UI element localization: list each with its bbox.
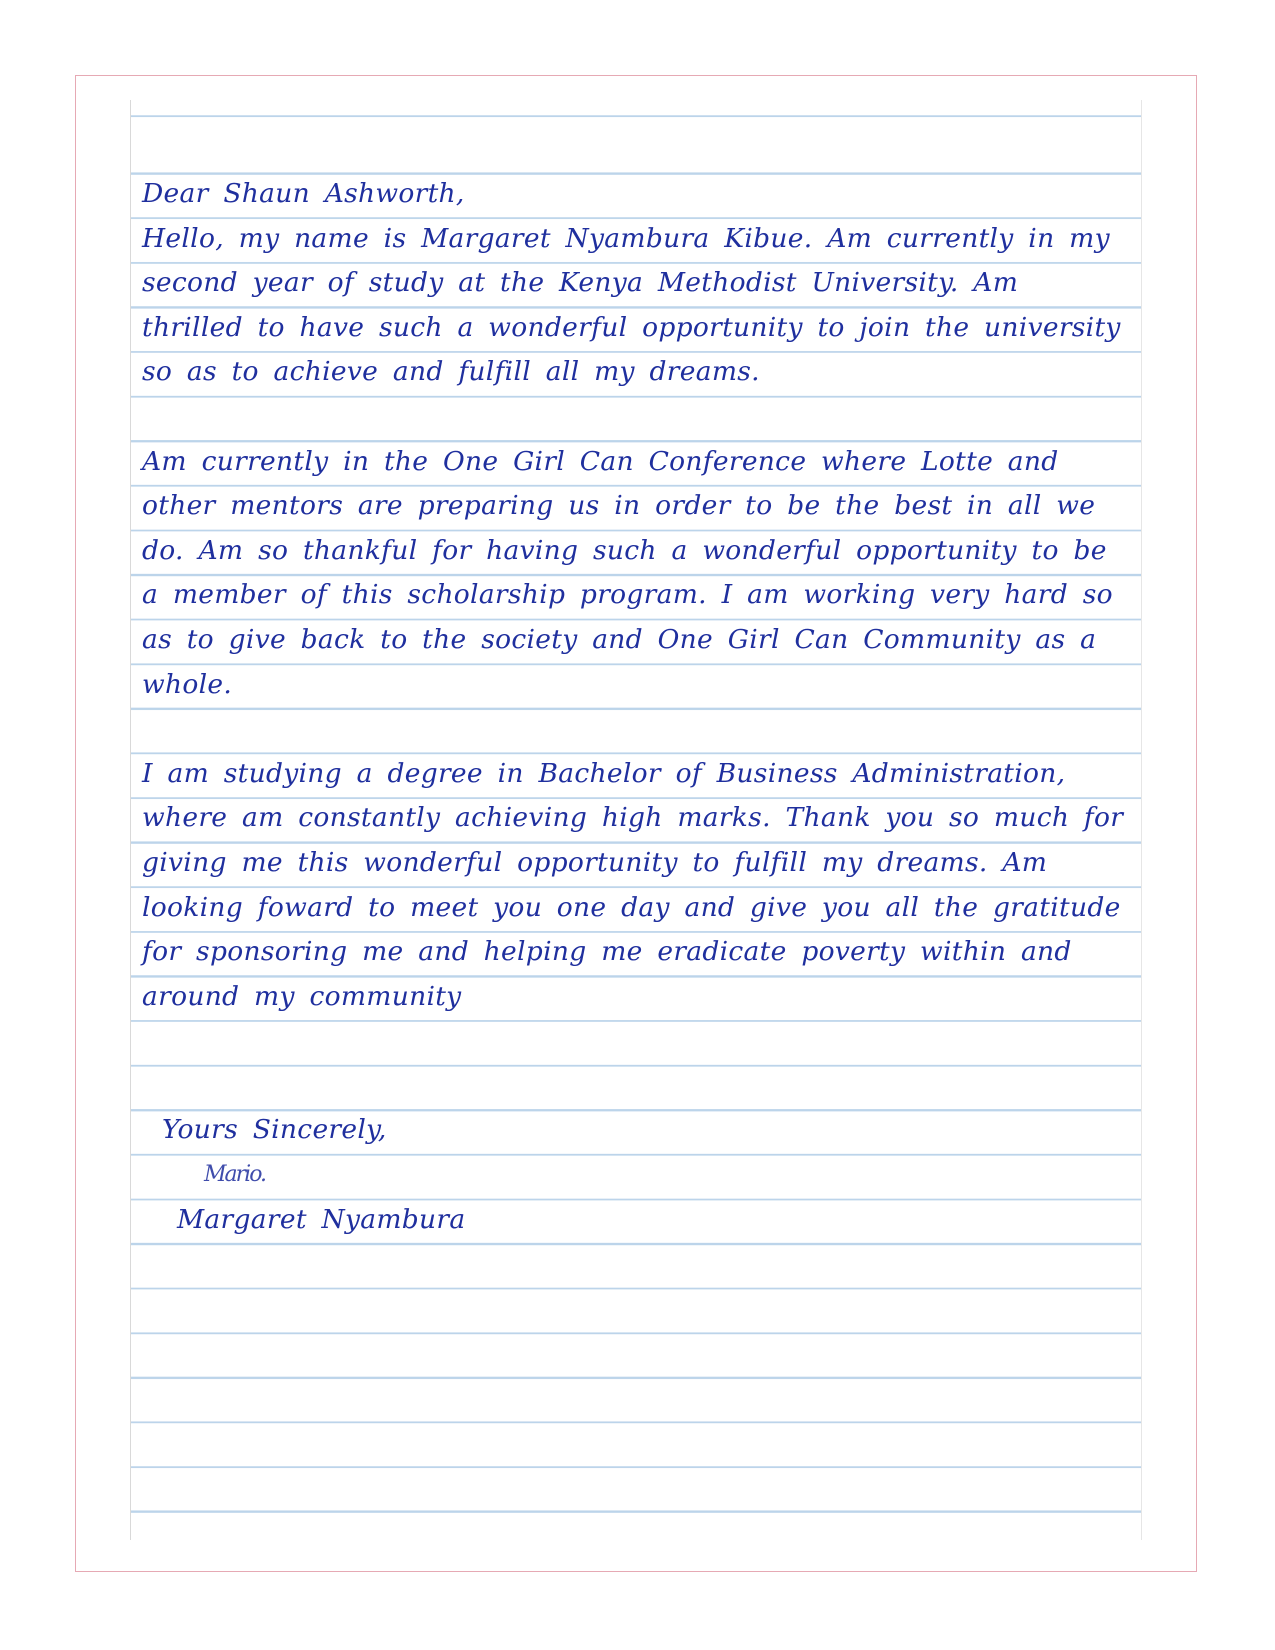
paragraph-gap [142,707,1132,752]
letter-paragraph-1: Hello, my name is Margaret Nyambura Kibue. Am currently in my second year of study at the Kenya Methodist University. Am thrilled to have such a wonderful opportunity to join the university so as to achieve and fulfill all my dreams. [142,222,1121,388]
letter-closing: Yours Sincerely, [162,1114,387,1146]
signature-name: Margaret Nyambura [177,1203,466,1235]
paragraph-gap [142,1064,1132,1109]
paper-edge-left [130,100,131,1540]
paragraph-gap [142,395,1132,440]
signature-mark: Mario. [204,1162,266,1188]
letter-paragraph-2: Am currently in the One Girl Can Conference where Lotte and other mentors are preparing us in order to be the best in all we do. Am so thankful for having such a wonderful opportunity to be a member of this scholarship program. I am working very hard so as to give back to the society and One Girl Can Community as a whole. [142,445,1113,700]
letter-salutation: Dear Shaun Ashworth, [142,178,465,209]
handwritten-letter [142,172,1132,1242]
paragraph-gap [142,1019,1132,1064]
letter-paragraph-3: I am studying a degree in Bachelor of Business Administration, where am constantly achieving high marks. Thank you so much for giving me this wonderful opportunity to fulfill my dreams. Am looking foward to meet you one day and give you all the gratitude for sponsoring me and helping me eradicate poverty within and around my community [142,757,1124,1012]
paper-edge-right [1141,100,1142,1540]
